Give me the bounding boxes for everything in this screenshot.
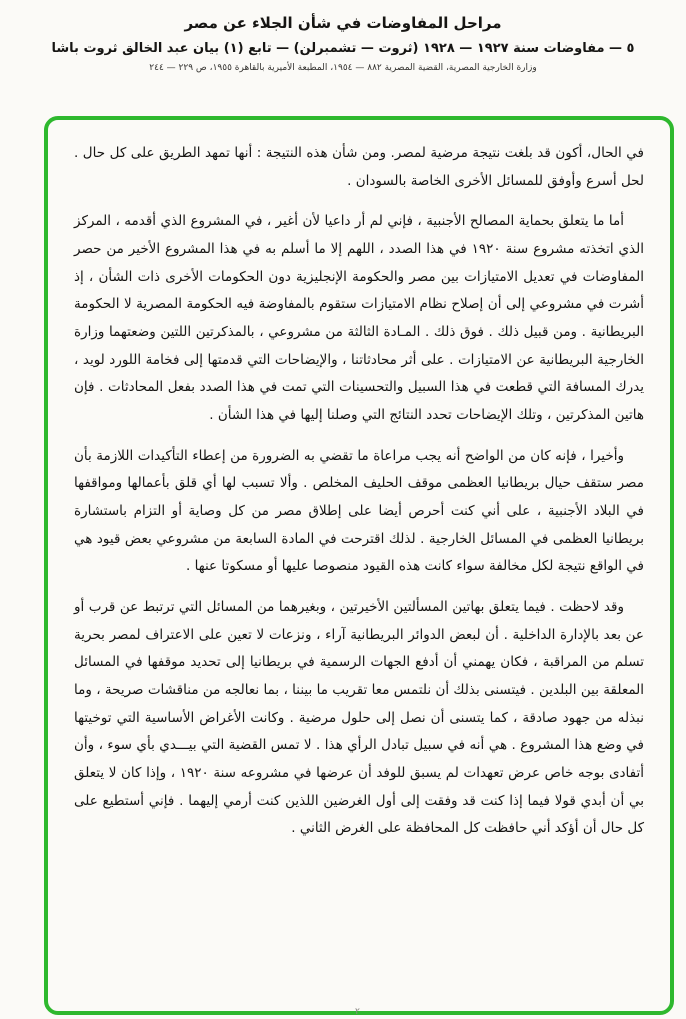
document-source-citation: وزارة الخارجية المصرية، القضية المصرية ٨٨٢ — ١٩٥٤، المطبعة الأميرية بالقاهرة ١٩٥٥، ص ٢٢٩ — ٢٤٤ [149, 63, 537, 73]
document-title: مراحل المفاوضات في شأن الجلاء عن مصر [184, 14, 502, 32]
green-text-frame [44, 116, 674, 1015]
document-header [0, 0, 686, 73]
paragraph: في الحال، أكون قد بلغت نتيجة مرضية لمصر. ومن شأن هذه النتيجة : أنها تمهد الطريق على كل حال . لحل أسرع وأوفق للمسائل الأخرى الخاصة بالسودان . [74, 145, 644, 189]
paragraph: وقد لاحظت . فيما يتعلق بهاتين المسألتين الأخيرتين ، وبغيرهما من المسائل التي ترتبط عن قرب أو عن بعد بالإدارة الداخلية . أن لبعض الدوائر البريطانية آراء ، ونزعات لا تعين على الاعتراف لمصر بحرية تسلم من المراقبة ، فكان يهمني أن أدفع الجهات الرسمية في بريطانيا إلى تحديد موقفها في المسائل المعلقة بين البلدين . فيتسنى بذلك أن نلتمس معا تقريب ما بيننا ، بما نعالجه من مناقشات صريحة ، وما نبذله من جهود صادقة ، كما يتسنى أن نصل إلى حلول مرضية . وكانت الأغراض الأساسية التي توخيتها في وضع هذا المشروع . هي أنه في سبيل تبادل الرأي هذا . لا تمس القضية التي بيـــدي بأي سوء ، وأن أتفادى بوجه خاص عرض تعهدات لم يسبق للوفد أن عرضها في مشروعه سنة ١٩٢٠ ، وإذا كان لا يتعلق بي أن أبدي قولا فيما إذا كنت قد وفقت إلى أول الغرضين اللذين كنت أرمي إليهما . فإني أستطيع على كل حال أن أؤكد أني حافظت كل المحافظة على الغرض الثاني . [74, 599, 644, 837]
paragraph: أما ما يتعلق بحماية المصالح الأجنبية ، فإني لم أر داعيا لأن أغير ، في المشروع الذي أقدمه ، المركز الذي اتخذته مشروع سنة ١٩٢٠ في هذا الصدد ، اللهم إلا ما أسلم به في هذا المشروع الأخير من حصر المفاوضات في تعديل الامتيازات بين مصر والحكومة الإنجليزية دون الحكومات الأخرى ذات الشأن ، إذ أشرت في مشروعي إلى أن إصلاح نظام الامتيازات ستقوم بالمفاوضة فيه الحكومة المصرية لا الحكومة البريطانية . ومن قبيل ذلك . فوق ذلك . المـادة الثالثة من مشروعي ، بالمذكرتين اللتين وضعتهما وزارة الخارجية البريطانية عن الامتيازات . على أثر محادثاتنا ، والإيضاحات التي قدمتها إلى فخامة اللورد لويد ، يدرك المسافة التي قطعت في هذا السبيل والتحسينات التي تمت في هذا الصدد بفعل المحادثات . فإن هاتين المذكرتين ، وتلك الإيضاحات تحدد النتائج التي وصلنا إليها في هذا الشأن . [74, 213, 644, 424]
document-subtitle: ٥ — مفاوضات سنة ١٩٢٧ — ١٩٢٨ (ثروت — تشمبرلن) — تابع (١) بيان عبد الخالق ثروت باشا [51, 41, 635, 56]
paragraph: وأخيرا ، فإنه كان من الواضح أنه يجب مراعاة ما تقضي به الضرورة من إعطاء التأكيدات اللازمة بأن مصر ستقف حيال بريطانيا العظمى موقف الحليف المخلص . وألا تسبب لها أي قلق بأعمالها ومواقفها في البلاد الأجنبية ، على أني كنت أحرص أيضا على إطلاق مصر من كل وصاية أو التزام باستشارة بريطانيا العظمى في المسائل الخارجية . لذلك اقترحت في المادة السابعة من مشروعي بعض قيود هي في الواقع نتيجة لكل مخالفة سواء كانت هذه القيود منصوصا عليها أو مسكوتا عنها . [74, 447, 644, 575]
document-body [74, 140, 644, 843]
footer-page-mark: ٢ [355, 1007, 360, 1017]
